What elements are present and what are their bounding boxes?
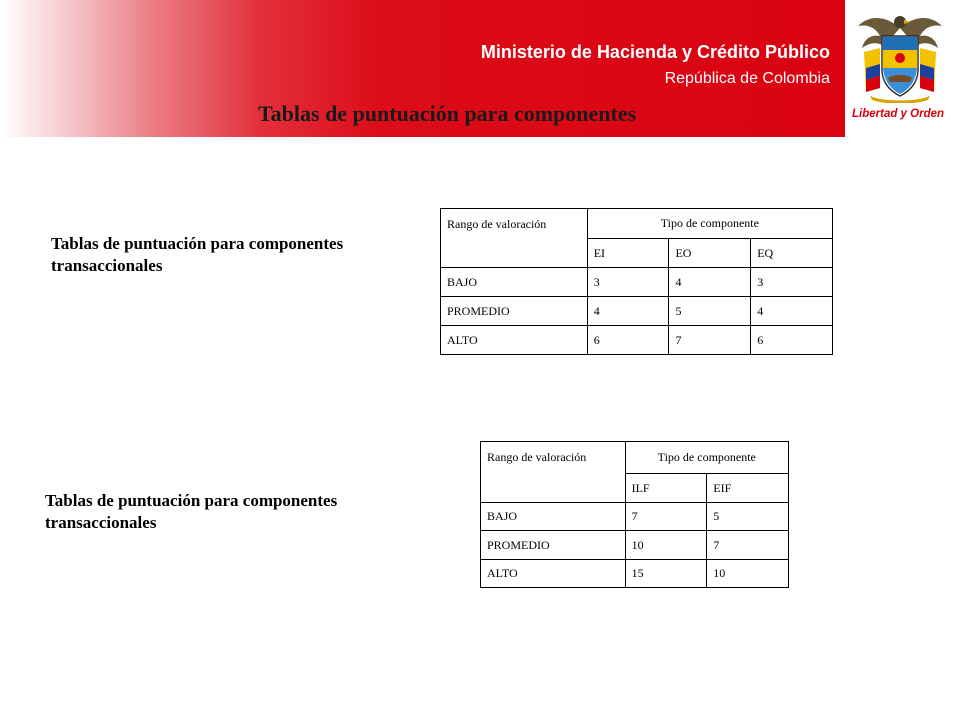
motto: Libertad y Orden bbox=[852, 108, 945, 120]
value-cell: 5 bbox=[669, 297, 751, 326]
range-cell: ALTO bbox=[481, 560, 626, 588]
section1-label: Tablas de puntuación para componentes transaccionales bbox=[51, 234, 344, 275]
range-cell: BAJO bbox=[481, 503, 626, 531]
range-cell: PROMEDIO bbox=[441, 297, 588, 326]
ministry-name: Ministerio de Hacienda y Crédito Público bbox=[480, 42, 830, 62]
section2-label: Tablas de puntuación para componentes transaccionales bbox=[45, 491, 338, 532]
value-cell: 15 bbox=[625, 560, 707, 588]
column-header: EQ bbox=[751, 239, 833, 268]
data-score-table bbox=[480, 441, 789, 588]
table-row bbox=[481, 503, 789, 531]
table-row bbox=[441, 297, 833, 326]
page-title: Tablas de puntuación para componentes bbox=[258, 101, 637, 126]
value-cell: 7 bbox=[669, 326, 751, 355]
republic-name: República de Colombia bbox=[664, 70, 830, 87]
value-cell: 6 bbox=[751, 326, 833, 355]
column-header: EO bbox=[669, 239, 751, 268]
range-header: Rango de valoración bbox=[481, 442, 626, 503]
range-cell: ALTO bbox=[441, 326, 588, 355]
table-row bbox=[441, 326, 833, 355]
column-header: EI bbox=[587, 239, 669, 268]
table-row bbox=[441, 268, 833, 297]
value-cell: 4 bbox=[669, 268, 751, 297]
type-header: Tipo de componente bbox=[625, 442, 788, 474]
value-cell: 7 bbox=[625, 503, 707, 531]
value-cell: 4 bbox=[751, 297, 833, 326]
range-cell: PROMEDIO bbox=[481, 531, 626, 560]
type-header: Tipo de componente bbox=[587, 209, 832, 239]
column-header: ILF bbox=[625, 474, 707, 503]
transactional-score-table bbox=[440, 208, 833, 355]
coat-of-arms-icon bbox=[854, 8, 946, 103]
value-cell: 6 bbox=[587, 326, 669, 355]
value-cell: 3 bbox=[587, 268, 669, 297]
column-header: EIF bbox=[707, 474, 789, 503]
range-header: Rango de valoración bbox=[441, 209, 588, 268]
table-row bbox=[481, 531, 789, 560]
table-row bbox=[481, 560, 789, 588]
value-cell: 10 bbox=[625, 531, 707, 560]
value-cell: 3 bbox=[751, 268, 833, 297]
value-cell: 5 bbox=[707, 503, 789, 531]
value-cell: 7 bbox=[707, 531, 789, 560]
value-cell: 4 bbox=[587, 297, 669, 326]
range-cell: BAJO bbox=[441, 268, 588, 297]
value-cell: 10 bbox=[707, 560, 789, 588]
